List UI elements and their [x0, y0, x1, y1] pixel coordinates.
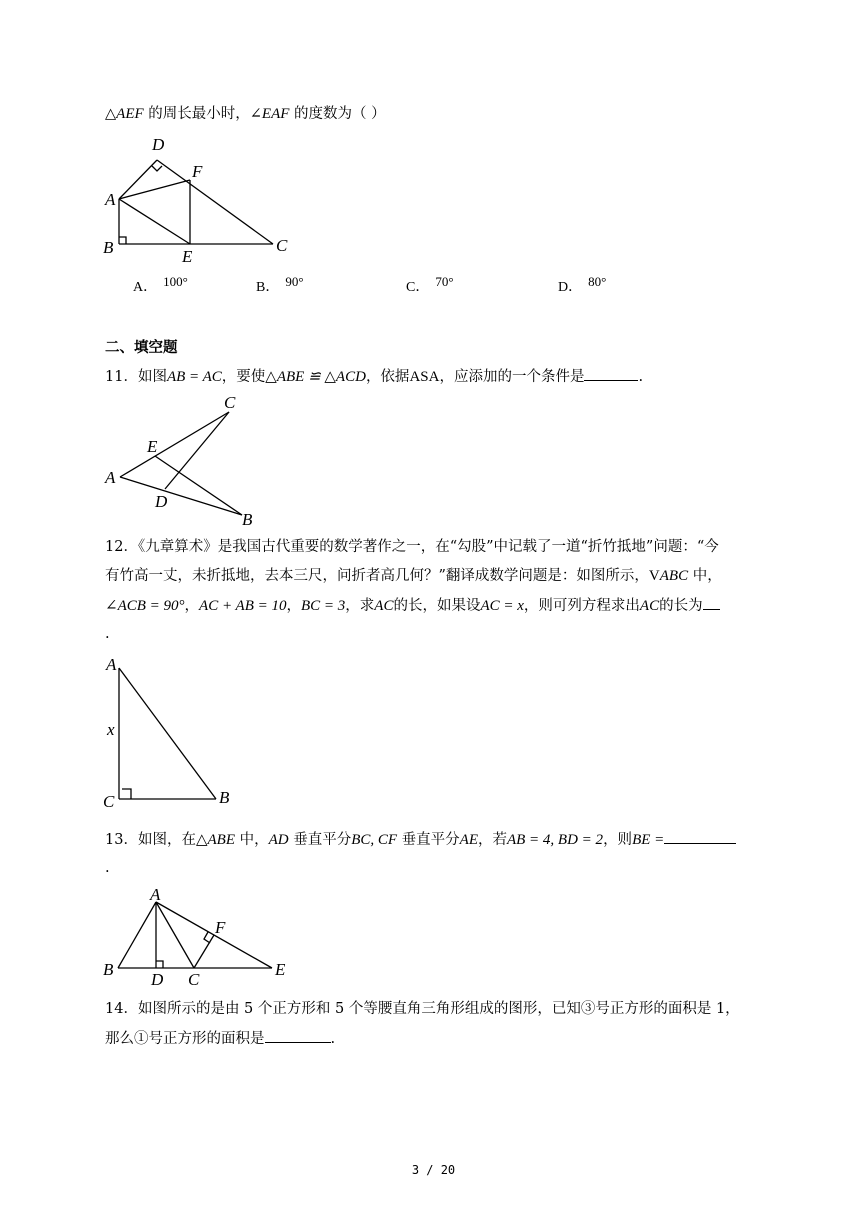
label-E: E: [147, 437, 158, 456]
angle-symbol: ∠: [249, 106, 262, 122]
option-c[interactable]: C． 70°: [406, 274, 454, 295]
label-A: A: [105, 468, 116, 487]
label-D: D: [152, 135, 165, 154]
answer-blank[interactable]: [265, 1028, 331, 1043]
label-A: A: [106, 655, 117, 674]
option-d[interactable]: D． 80°: [558, 274, 607, 295]
label-B: B: [103, 238, 114, 257]
label-C: C: [188, 970, 200, 989]
label-B: B: [242, 510, 253, 529]
label-C: C: [276, 236, 288, 255]
label-E: E: [182, 247, 193, 266]
q11-stem: 11．如图AB = AC，要使△ABE ≌ △ACD，依据ASA，应添加的一个条件是 .: [105, 366, 643, 387]
option-a[interactable]: A． 100°: [133, 274, 188, 295]
q12-line3: ∠ACB = 90°，AC + AB = 10，BC = 3，求AC的长，如果设AC = x，则可列方程求出AC的长为: [105, 595, 720, 616]
label-B: B: [219, 788, 230, 807]
label-B: B: [103, 960, 114, 979]
label-F: F: [192, 162, 203, 181]
q12-end: .: [105, 626, 110, 642]
label-D: D: [155, 492, 168, 511]
label-F: F: [215, 918, 226, 937]
label-A: A: [150, 885, 161, 904]
page-number: 3 / 20: [411, 1163, 456, 1177]
q13-stem: 13．如图，在△ABE 中，AD 垂直平分BC, CF 垂直平分AE，若AB = 4, BD = 2，则BE =: [105, 829, 736, 850]
label-x: x: [107, 720, 115, 739]
q12-line1: 12．《九章算术》是我国古代重要的数学著作之一，在“勾股”中记载了一道“折竹抵地”问题：“今: [105, 539, 719, 555]
label-D: D: [151, 970, 164, 989]
section-heading: 二、填空题: [105, 339, 178, 356]
q10-stem: △AEF 的周长最小时，∠EAF 的度数为（ ）: [105, 106, 386, 122]
label-A: A: [105, 190, 116, 209]
label-C: C: [103, 792, 115, 811]
q12-line2: 有竹高一丈，未折抵地，去本三尺，问折者高几何？”翻译成数学问题是：如图所示，VABC 中，: [105, 568, 722, 584]
label-E: E: [275, 960, 286, 979]
label-C: C: [224, 393, 236, 412]
q14-line1: 14．如图所示的是由 5 个正方形和 5 个等腰直角三角形组成的图形，已知③号正方形的面积是 1，: [105, 1001, 740, 1017]
q13-end: .: [105, 860, 110, 876]
option-b[interactable]: B． 90°: [256, 274, 304, 295]
q14-line2: 那么①号正方形的面积是 .: [105, 1028, 335, 1049]
triangle-symbol: △: [105, 106, 117, 122]
